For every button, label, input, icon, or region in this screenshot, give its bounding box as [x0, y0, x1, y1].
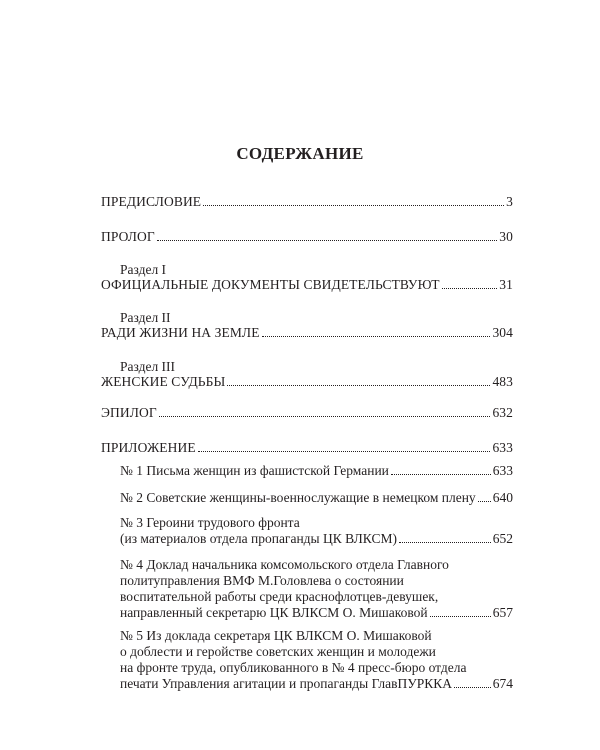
dot-leader — [442, 287, 498, 289]
section-label-2: Раздел II — [120, 310, 171, 325]
dot-leader — [478, 500, 491, 502]
toc-entry-label: ЭПИЛОГ — [101, 405, 157, 420]
toc-entry-appendix-5-line: о доблести и геройстве советских женщин и молодежи — [120, 644, 436, 659]
toc-page-number: 657 — [492, 605, 513, 620]
dot-leader — [159, 415, 491, 417]
dot-leader — [391, 473, 491, 475]
toc-entry-label: ОФИЦИАЛЬНЫЕ ДОКУМЕНТЫ СВИДЕТЕЛЬСТВУЮТ — [101, 277, 440, 292]
toc-entry-section-2[interactable] — [101, 325, 513, 341]
dot-leader — [203, 204, 504, 206]
dot-leader — [399, 541, 491, 543]
toc-entry-appendix-4[interactable] — [120, 605, 513, 621]
toc-page-number: 304 — [492, 325, 513, 340]
toc-entry-appendix-5-line: на фронте труда, опубликованного в № 4 пресс-бюро отдела — [120, 660, 467, 675]
toc-entry-appendix[interactable] — [101, 440, 513, 456]
toc-entry-label: ПРИЛОЖЕНИЕ — [101, 440, 196, 455]
dot-leader — [198, 450, 491, 452]
toc-entry-appendix-4-line: политуправления ВМФ М.Головлева о состоянии — [120, 573, 404, 588]
dot-leader — [227, 384, 490, 386]
toc-entry-label: ПРОЛОГ — [101, 229, 155, 244]
section-label-1: Раздел I — [120, 262, 167, 277]
toc-entry-appendix-4-line: воспитательной работы среди краснофлотцев-девушек, — [120, 589, 439, 604]
section-label-3: Раздел III — [120, 359, 176, 374]
toc-page-number: 652 — [492, 531, 513, 546]
toc-entry-label: (из материалов отдела пропаганды ЦК ВЛКСМ) — [120, 531, 397, 546]
toc-entry-label: ПРЕДИСЛОВИЕ — [101, 194, 202, 209]
toc-entry-appendix-5-line: № 5 Из доклада секретаря ЦК ВЛКСМ О. Мишаковой — [120, 628, 432, 643]
toc-page-number: 632 — [492, 405, 513, 420]
toc-entry-label: № 1 Письма женщин из фашистской Германии — [120, 463, 389, 478]
toc-page-number: 674 — [492, 676, 513, 691]
page-title: СОДЕРЖАНИЕ — [236, 144, 364, 163]
toc-page-number: 633 — [492, 463, 513, 478]
toc-entry-preface[interactable] — [101, 194, 513, 210]
toc-entry-appendix-3-line: № 3 Героини трудового фронта — [120, 515, 300, 530]
toc-entry-appendix-4-line: № 4 Доклад начальника комсомольского отдела Главного — [120, 557, 449, 572]
dot-leader — [157, 239, 497, 241]
toc-entry-label: № 2 Советские женщины-военнослужащие в немецком плену — [120, 490, 476, 505]
toc-entry-label: печати Управления агитации и пропаганды ГлавПУРККА — [120, 676, 453, 691]
toc-page-number: 633 — [492, 440, 513, 455]
toc-entry-epilogue[interactable] — [101, 405, 513, 421]
toc-entry-appendix-3[interactable] — [120, 531, 513, 547]
toc-entry-label: ЖЕНСКИЕ СУДЬБЫ — [101, 374, 226, 389]
toc-entry-appendix-2[interactable] — [120, 490, 513, 506]
toc-page-number: 483 — [492, 374, 513, 389]
toc-entry-appendix-1[interactable] — [120, 463, 513, 479]
toc-page-number: 640 — [492, 490, 513, 505]
toc-entry-section-3[interactable] — [101, 374, 513, 390]
toc-page-number: 30 — [499, 229, 513, 244]
dot-leader — [430, 615, 491, 617]
toc-entry-label: РАДИ ЖИЗНИ НА ЗЕМЛЕ — [101, 325, 260, 340]
toc-entry-section-1[interactable] — [101, 277, 513, 293]
toc-entry-prologue[interactable] — [101, 229, 513, 245]
dot-leader — [262, 335, 491, 337]
toc-page-number: 31 — [499, 277, 513, 292]
dot-leader — [454, 686, 491, 688]
toc-entry-label: направленный секретарю ЦК ВЛКСМ О. Мишаковой — [120, 605, 428, 620]
toc-entry-appendix-5[interactable] — [120, 676, 513, 692]
toc-page-number: 3 — [506, 194, 513, 209]
